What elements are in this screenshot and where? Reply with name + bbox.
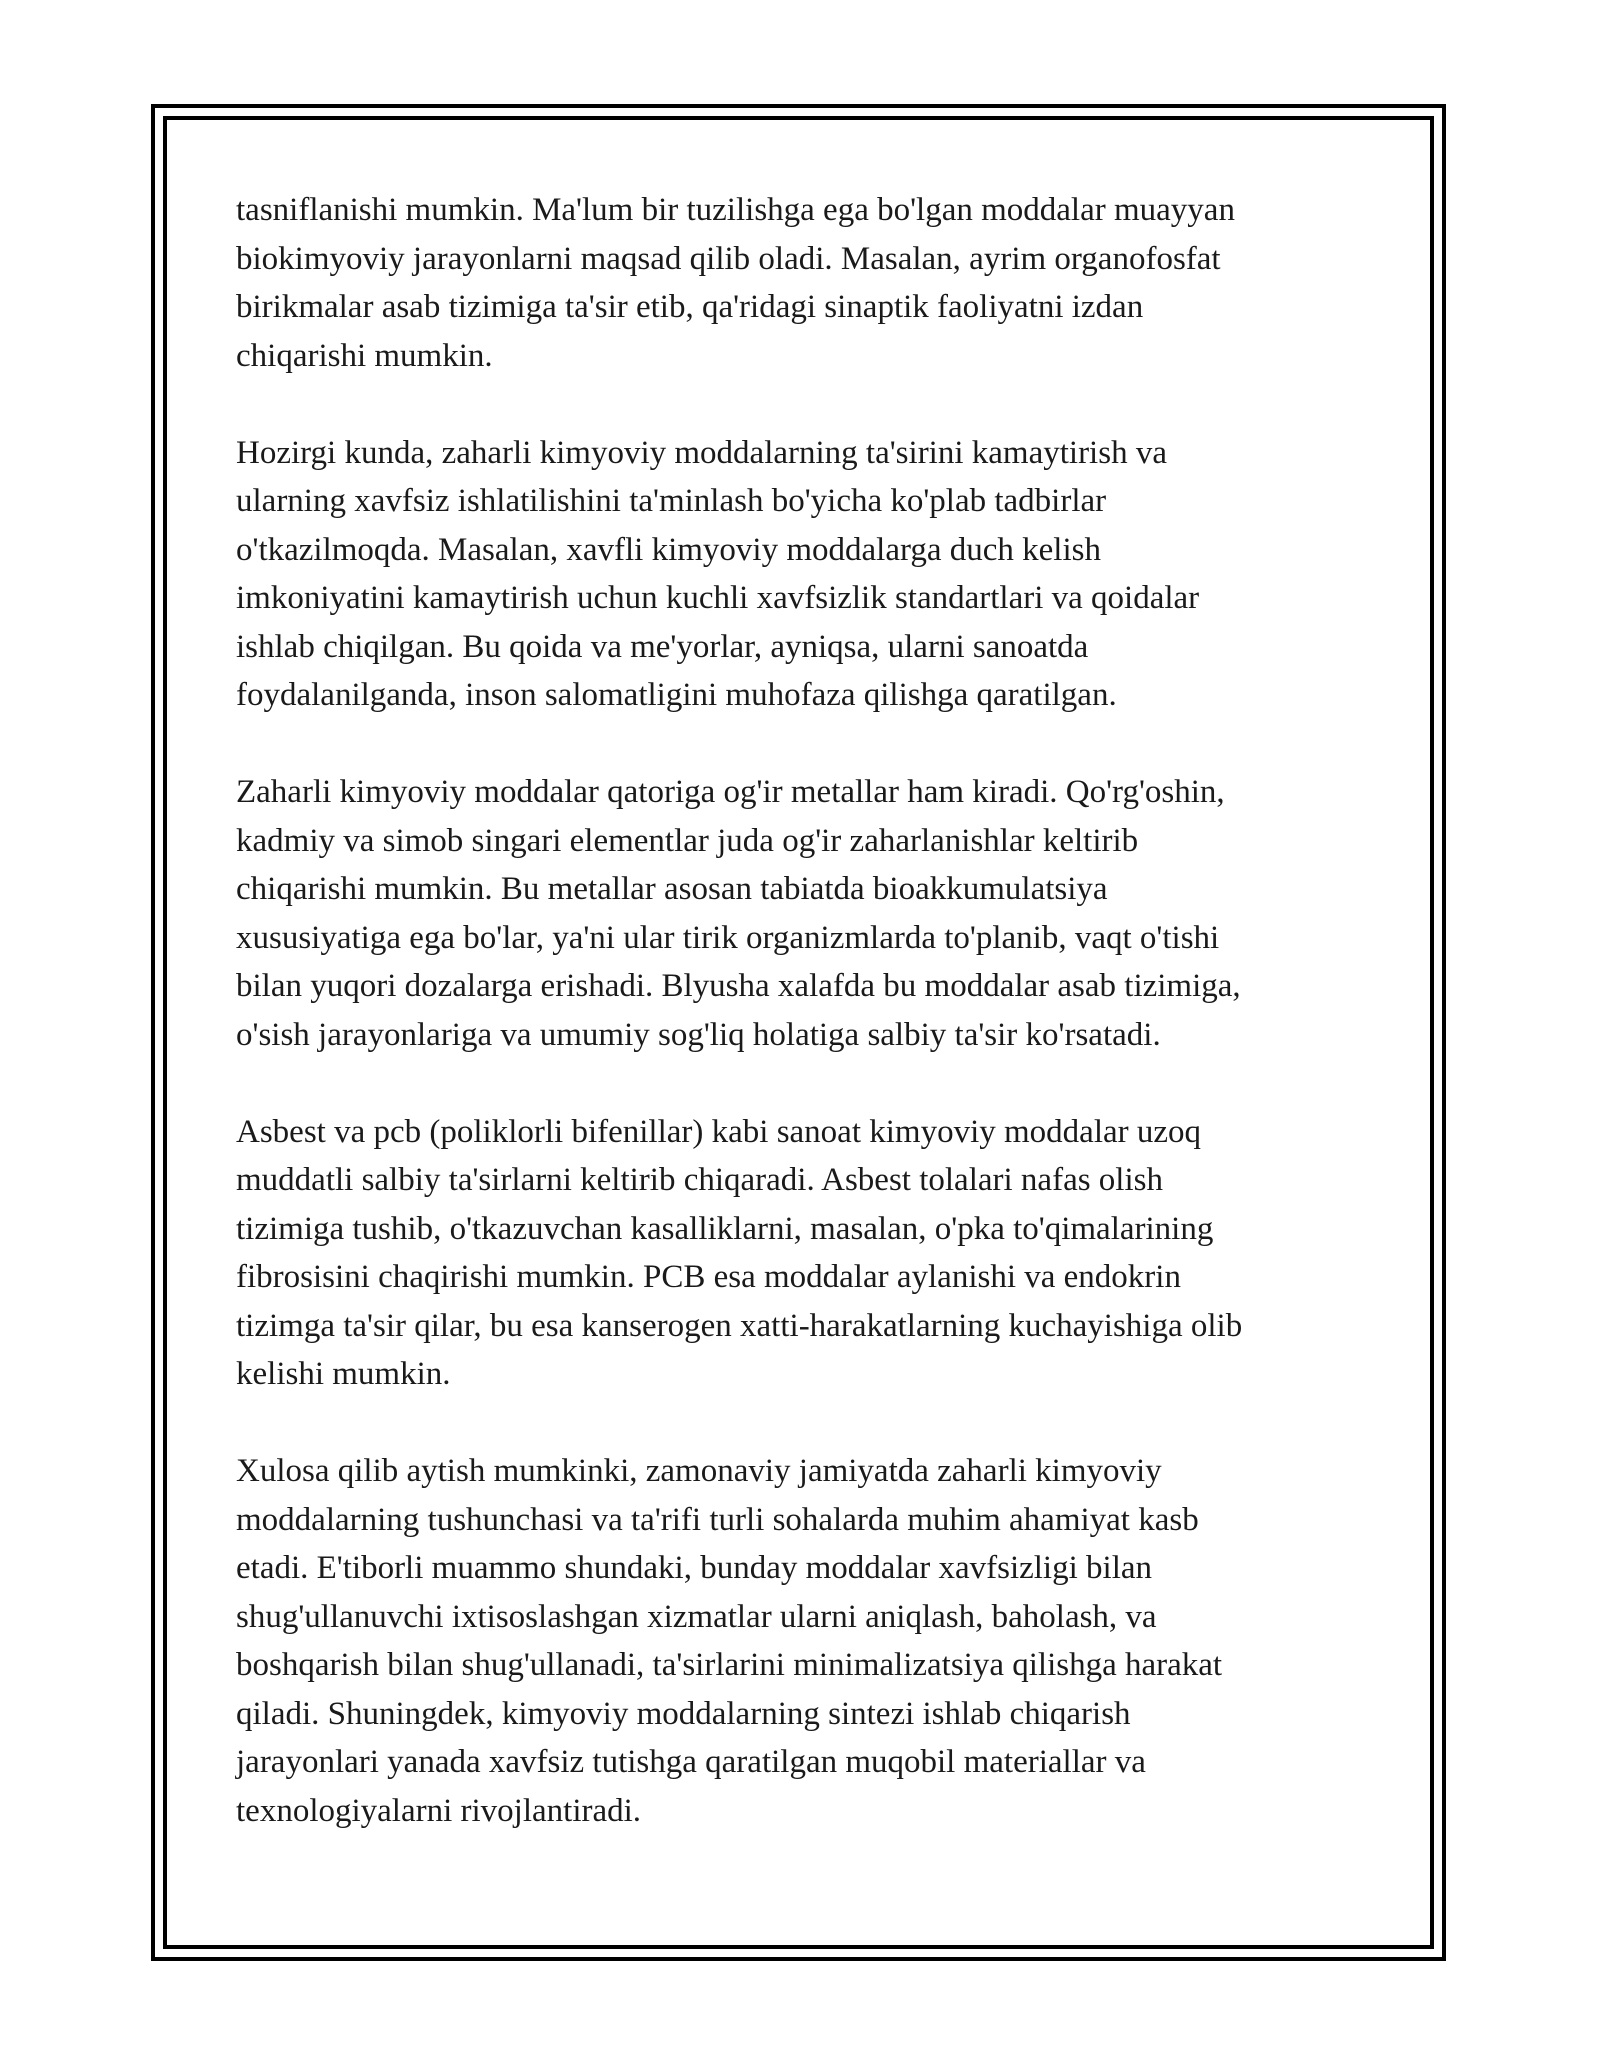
text-line: birikmalar asab tizimiga ta'sir etib, qa'ridagi sinaptik faoliyatni izdan — [236, 289, 1144, 325]
paragraph-5 — [236, 1447, 1366, 1835]
text-line: qiladi. Shuningdek, kimyoviy moddalarning sintezi ishlab chiqarish — [236, 1695, 1131, 1732]
text-line: chiqarishi mumkin. — [236, 337, 493, 374]
text-line: Xulosa qilib aytish mumkinki, zamonaviy jamiyatda zaharli kimyoviy — [236, 1453, 1162, 1489]
text-line: fibrosisini chaqirishi mumkin. PCB esa moddalar aylanishi va endokrin — [236, 1259, 1181, 1295]
text-line: kadmiy va simob singari elementlar juda og'ir zaharlanishlar keltirib — [236, 822, 1139, 859]
text-line: kelishi mumkin. — [236, 1356, 451, 1392]
text-line: imkoniyatini kamaytirish uchun kuchli xavfsizlik standartlari va qoidalar — [236, 580, 1200, 616]
paragraph-4 — [236, 1108, 1366, 1399]
text-line: tizimga ta'sir qilar, bu esa kanserogen xatti-harakatlarning kuchayishiga olib — [236, 1307, 1243, 1344]
text-line: tizimiga tushib, o'tkazuvchan kasalliklarni, masalan, o'pka to'qimalarining — [236, 1210, 1214, 1247]
text-line: o'tkazilmoqda. Masalan, xavfli kimyoviy moddalarga duch kelish — [236, 531, 1101, 568]
text-line: jarayonlari yanada xavfsiz tutishga qaratilgan muqobil materiallar va — [236, 1744, 1146, 1780]
text-line: Asbest va pcb (poliklorli bifenillar) kabi sanoat kimyoviy moddalar uzoq — [236, 1113, 1202, 1150]
text-line: ularning xavfsiz ishlatilishini ta'minlash bo'yicha ko'plab tadbirlar — [236, 483, 1107, 519]
text-line: ishlab chiqilgan. Bu qoida va me'yorlar, ayniqsa, ularni sanoatda — [236, 628, 1089, 665]
text-line: Hozirgi kunda, zaharli kimyoviy moddalarning ta'sirini kamaytirish va — [236, 434, 1167, 471]
text-line: xususiyatiga ega bo'lar, ya'ni ular tirik organizmlarda to'planib, vaqt o'tishi — [236, 919, 1220, 956]
paragraph-3 — [236, 768, 1366, 1059]
text-line: biokimyoviy jarayonlarni maqsad qilib oladi. Masalan, ayrim organofosfat — [236, 240, 1221, 277]
text-line: tasniflanishi mumkin. Ma'lum bir tuzilishga ega bo'lgan moddalar muayyan — [236, 192, 1235, 228]
document-body — [236, 186, 1366, 1884]
paragraph-2 — [236, 429, 1366, 720]
text-line: muddatli salbiy ta'sirlarni keltirib chiqaradi. Asbest tolalari nafas olish — [236, 1162, 1163, 1198]
text-line: texnologiyalarni rivojlantiradi. — [236, 1792, 642, 1829]
text-line: o'sish jarayonlariga va umumiy sog'liq holatiga salbiy ta'sir ko'rsatadi. — [236, 1016, 1161, 1053]
text-line: boshqarish bilan shug'ullanadi, ta'sirlarini minimalizatsiya qilishga harakat — [236, 1647, 1223, 1683]
text-line: Zaharli kimyoviy moddalar qatoriga og'ir metallar ham kiradi. Qo'rg'oshin, — [236, 774, 1225, 810]
text-line: shug'ullanuvchi ixtisoslashgan xizmatlar ularni aniqlash, baholash, va — [236, 1598, 1157, 1635]
text-line: etadi. E'tiborli muammo shundaki, bunday moddalar xavfsizligi bilan — [236, 1550, 1153, 1586]
text-line: chiqarishi mumkin. Bu metallar asosan tabiatda bioakkumulatsiya — [236, 871, 1108, 907]
text-line: foydalanilganda, inson salomatligini muhofaza qilishga qaratilgan. — [236, 677, 1117, 713]
text-line: bilan yuqori dozalarga erishadi. Blyusha xalafda bu moddalar asab tizimiga, — [236, 968, 1241, 1004]
text-line: moddalarning tushunchasi va ta'rifi turli sohalarda muhim ahamiyat kasb — [236, 1501, 1199, 1538]
paragraph-1 — [236, 186, 1366, 380]
